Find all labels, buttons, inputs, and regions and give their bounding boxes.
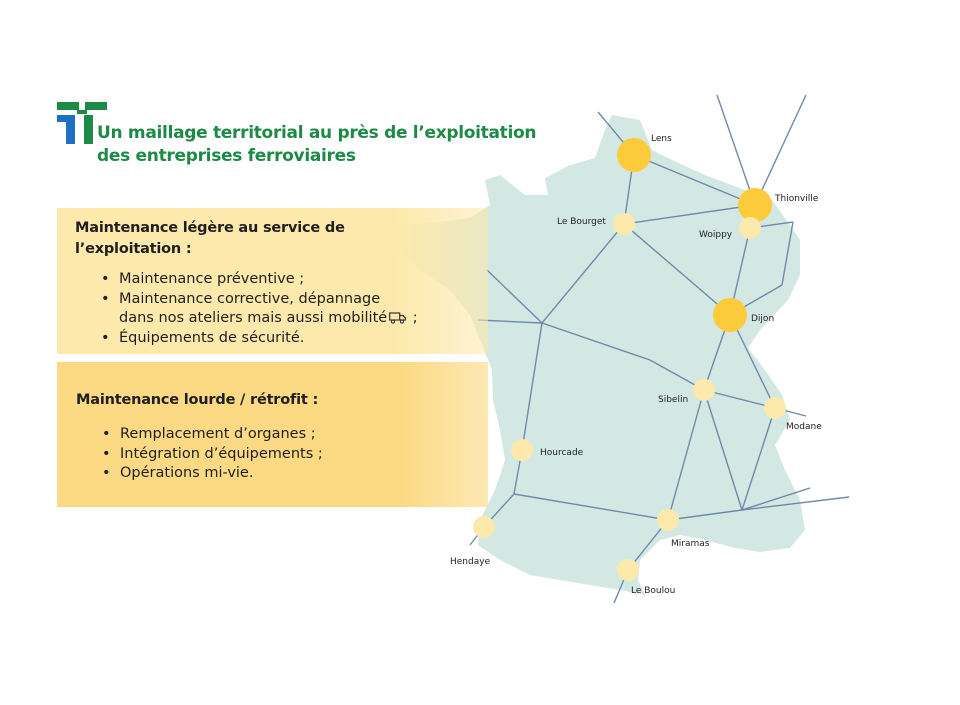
heavy-maintenance-list [76, 425, 469, 484]
label-modane: Modane [786, 422, 822, 432]
node-le-boulou [617, 559, 639, 581]
heavy-maintenance-heading: Maintenance lourde / rétrofit : [76, 392, 319, 408]
light-maintenance-heading [75, 218, 470, 260]
node-miramas [657, 509, 679, 531]
node-thionville [738, 188, 772, 222]
list-item: • Maintenance préventive ; [101, 270, 470, 290]
label-woippy: Woippy [699, 230, 733, 240]
list-item: • Équipements de sécurité. [101, 329, 470, 349]
label-sibelin: Sibelin [658, 395, 689, 405]
node-woippy [739, 217, 761, 239]
label-dijon: Dijon [751, 314, 775, 324]
label-hendaye: Hendaye [450, 557, 491, 567]
heavy-maintenance-panel [57, 362, 488, 507]
label-le-boulou: Le Boulou [631, 586, 676, 596]
light-maintenance-panel [57, 208, 488, 354]
title-line-1: Un maillage territorial au près de l’exploitation [97, 123, 537, 143]
list-item: • Remplacement d’organes ; [102, 425, 469, 445]
node-modane [764, 397, 786, 419]
france-shape [380, 115, 805, 595]
light-heading-line-1: Maintenance légère au service de [75, 220, 345, 236]
list-item: • Opérations mi-vie. [102, 464, 469, 484]
label-lens: Lens [651, 134, 672, 144]
node-le-bourget [613, 213, 635, 235]
node-hourcade [511, 439, 533, 461]
label-le-bourget: Le Bourget [557, 217, 606, 227]
node-hendaye [473, 516, 495, 538]
label-hourcade: Hourcade [540, 448, 584, 458]
label-miramas: Miramas [671, 539, 710, 549]
title-line-2: des entreprises ferroviaires [97, 146, 356, 166]
list-item: • Maintenance corrective, dépannage dans nos ateliers mais aussi mobilité ; [101, 290, 470, 329]
light-maintenance-list [75, 270, 470, 348]
node-sibelin [693, 379, 715, 401]
truck-icon [389, 312, 406, 324]
light-heading-line-2: l’exploitation : [75, 241, 192, 257]
node-dijon [713, 298, 747, 332]
label-thionville: Thionville [775, 194, 819, 204]
list-item: • Intégration d’équipements ; [102, 445, 469, 465]
node-lens [617, 138, 651, 172]
